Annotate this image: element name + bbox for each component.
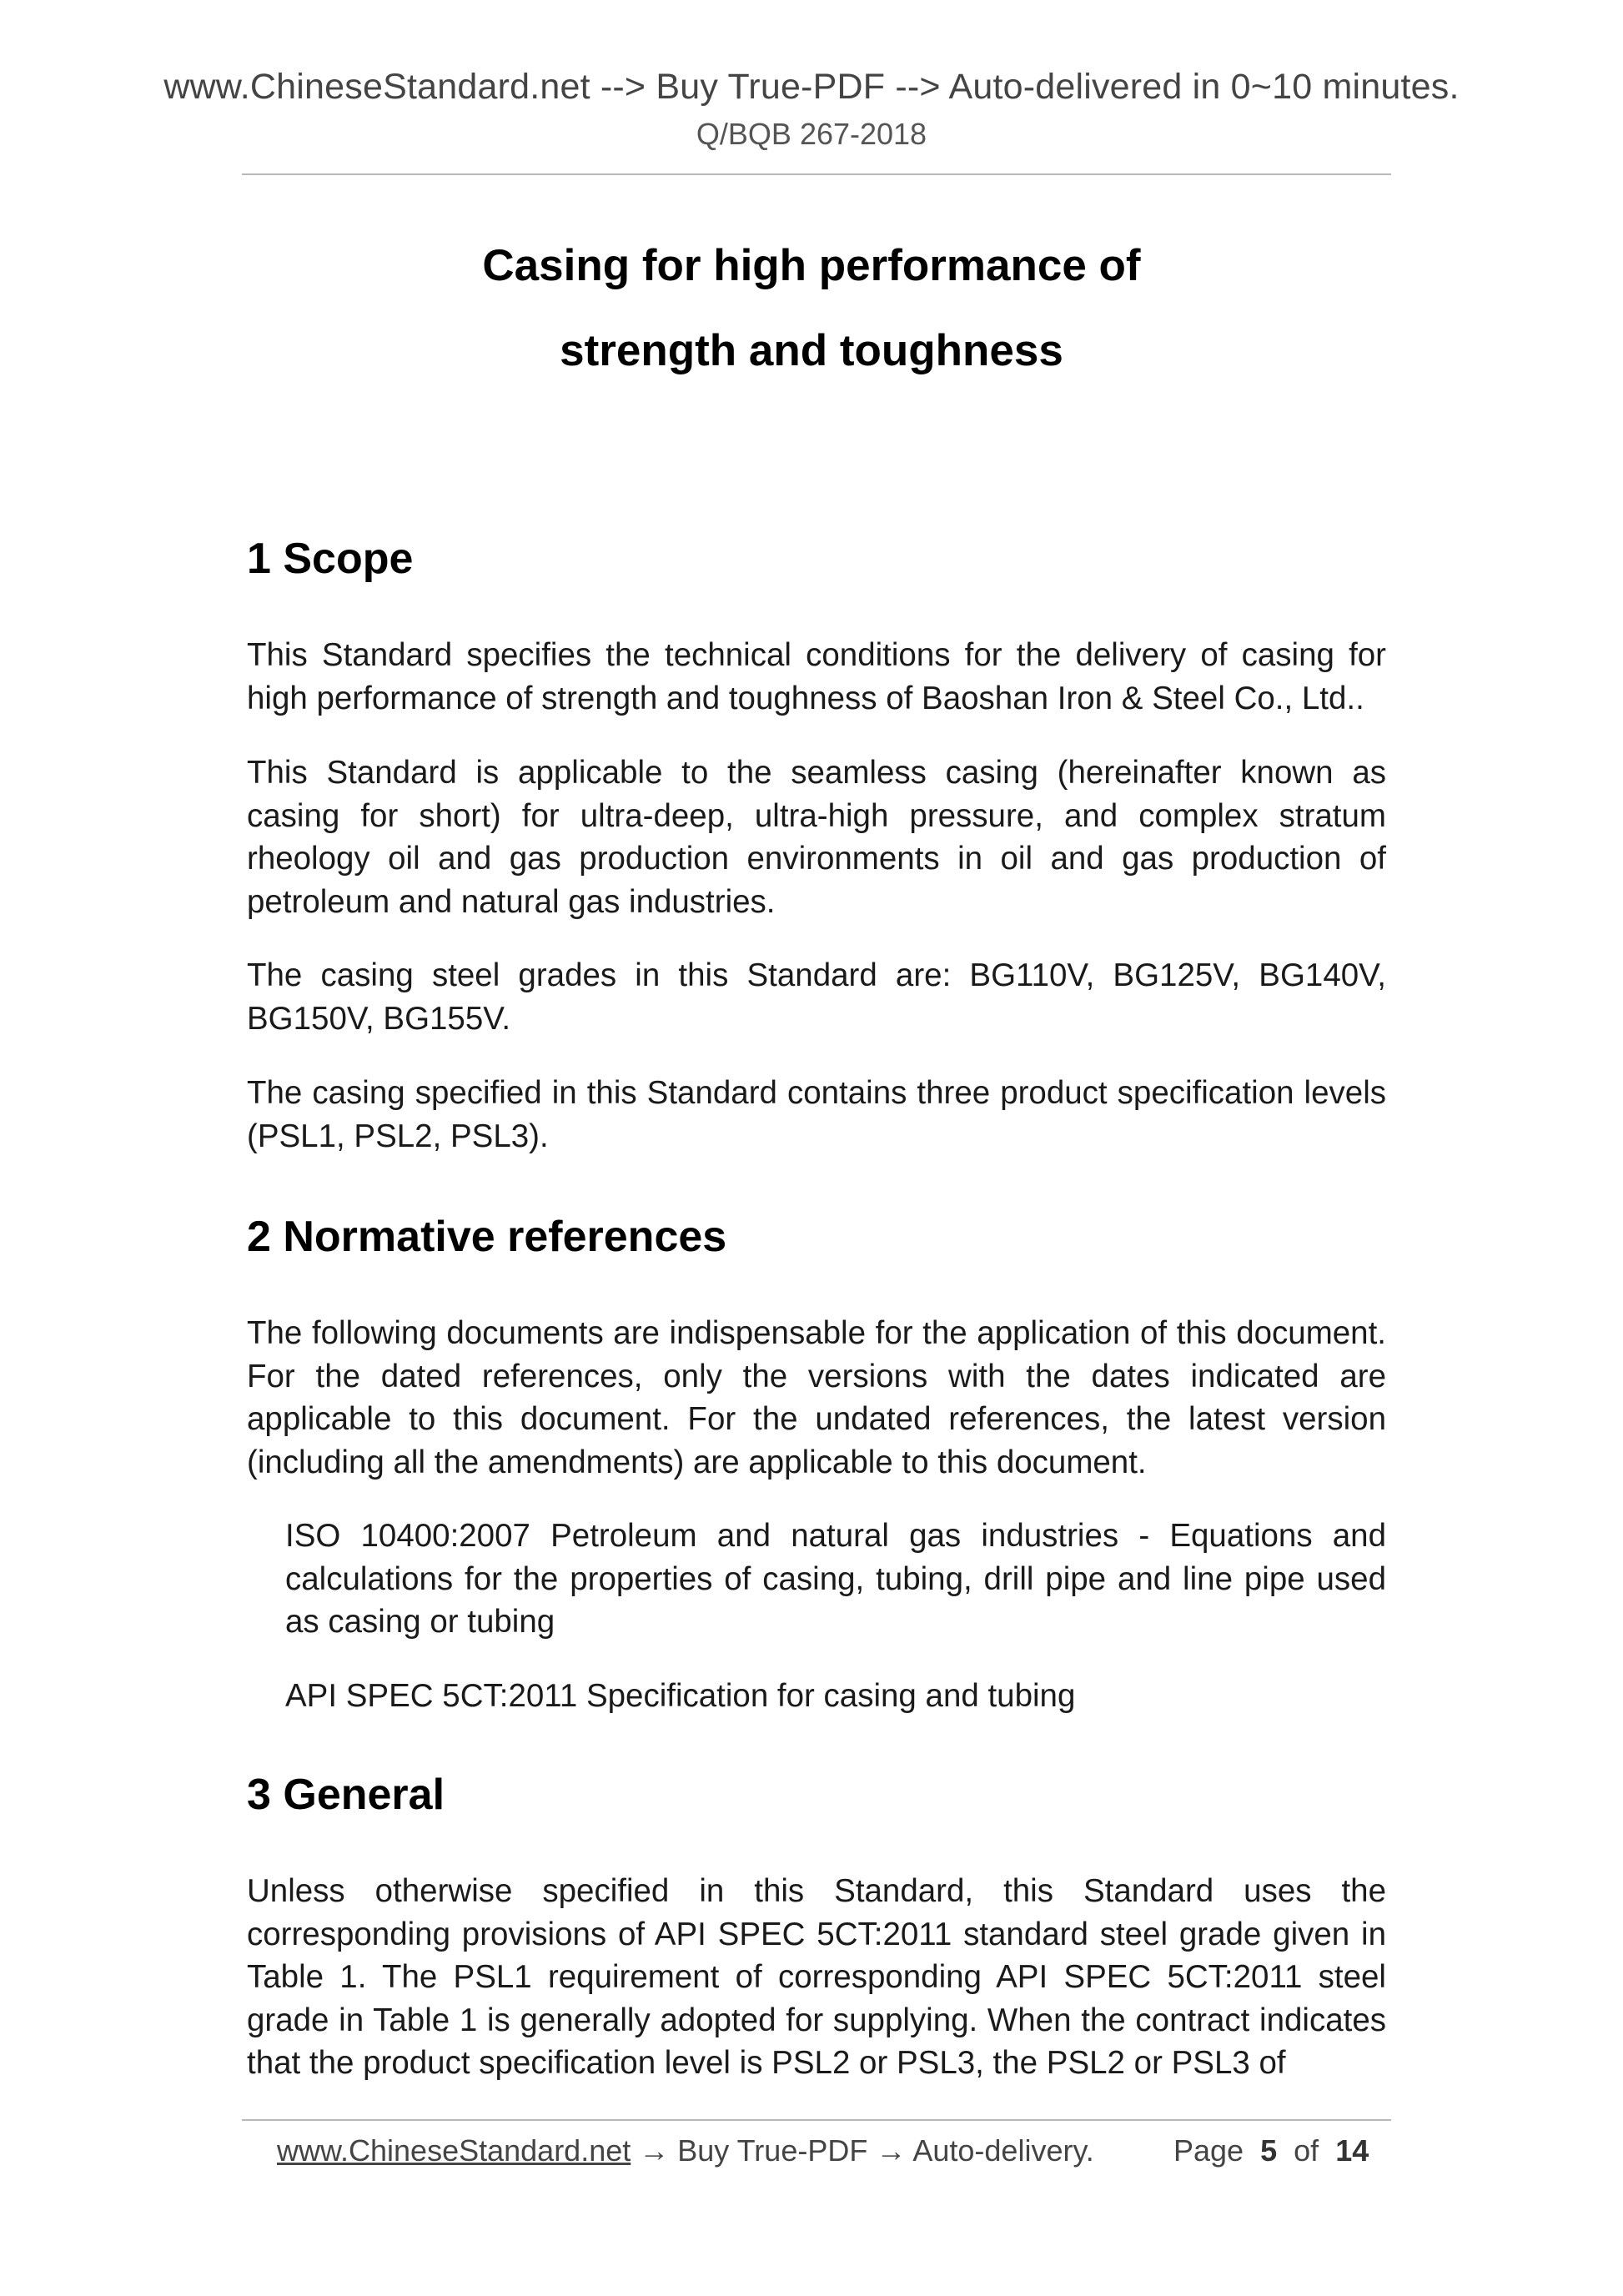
scope-paragraph-4: The casing specified in this Standard contains three product specification levels (PSL1, PSL2, PSL3).	[247, 1075, 1386, 1154]
page-label: Page	[1173, 2133, 1244, 2168]
general-paragraph-1: Unless otherwise specified in this Standard, this Standard uses the corresponding provisions of API SPEC 5CT:2011 standard steel grade given in Table 1. The PSL1 requirement of corresponding API SPEC 5CT:2011 steel grade in Table 1 is generally adopted for supplying. When the contract indicates that the product specification level is PSL2 or PSL3, the PSL2 or PSL3 of	[247, 1873, 1386, 2081]
section-heading-general: 3 General	[247, 1771, 445, 1819]
standard-code: Q/BQB 267-2018	[696, 117, 927, 151]
scope-paragraph-3: The casing steel grades in this Standard are: BG110V, BG125V, BG140V, BG150V, BG155V.	[247, 957, 1386, 1037]
footer-buy-text: Buy True-PDF	[677, 2133, 868, 2168]
footer	[277, 2133, 1369, 2168]
footer-site-link[interactable]: www.ChineseStandard.net	[277, 2133, 631, 2168]
page-indicator	[1173, 2133, 1369, 2168]
scope-paragraph-1: This Standard specifies the technical conditions for the delivery of casing for high performance of strength and toughness of Baoshan Iron & Steel Co., Ltd..	[247, 637, 1386, 716]
reference-item-iso-10400: ISO 10400:2007 Petroleum and natural gas industries - Equations and calculations for the properties of casing, tubing, drill pipe and line pipe used as casing or tubing	[285, 1518, 1386, 1640]
normative-paragraph-1: The following documents are indispensable for the application of this document. For the dated references, only the versions with the dates indicated are applicable to this document. For the undated references, the latest version (including all the amendments) are applicable to this document.	[247, 1315, 1386, 1480]
header-divider	[242, 173, 1391, 175]
section-heading-normative-references: 2 Normative references	[247, 1213, 727, 1261]
footer-divider	[242, 2119, 1391, 2121]
document-title-line-1: Casing for high performance of	[482, 241, 1141, 290]
section-heading-scope: 1 Scope	[247, 535, 414, 583]
footer-delivery-text: Auto-delivery.	[912, 2133, 1094, 2168]
scope-paragraph-2: This Standard is applicable to the seamless casing (hereinafter known as casing for short) for ultra-deep, ultra-high pressure, and complex stratum rheology oil and gas production environments in oil and gas production of petroleum and natural gas industries.	[247, 755, 1386, 920]
top-banner[interactable]: www.ChineseStandard.net --> Buy True-PDF --> Auto-delivered in 0~10 minutes.	[163, 67, 1460, 107]
arrow-right-icon: →	[867, 2133, 913, 2168]
document-title-line-2: strength and toughness	[560, 326, 1063, 375]
reference-item-api-spec-5ct: API SPEC 5CT:2011 Specification for casing and tubing	[285, 1678, 1076, 1714]
page-current: 5	[1260, 2133, 1278, 2168]
page-of-label: of	[1294, 2133, 1319, 2168]
page-total: 14	[1335, 2133, 1369, 2168]
arrow-right-icon: →	[631, 2133, 678, 2168]
